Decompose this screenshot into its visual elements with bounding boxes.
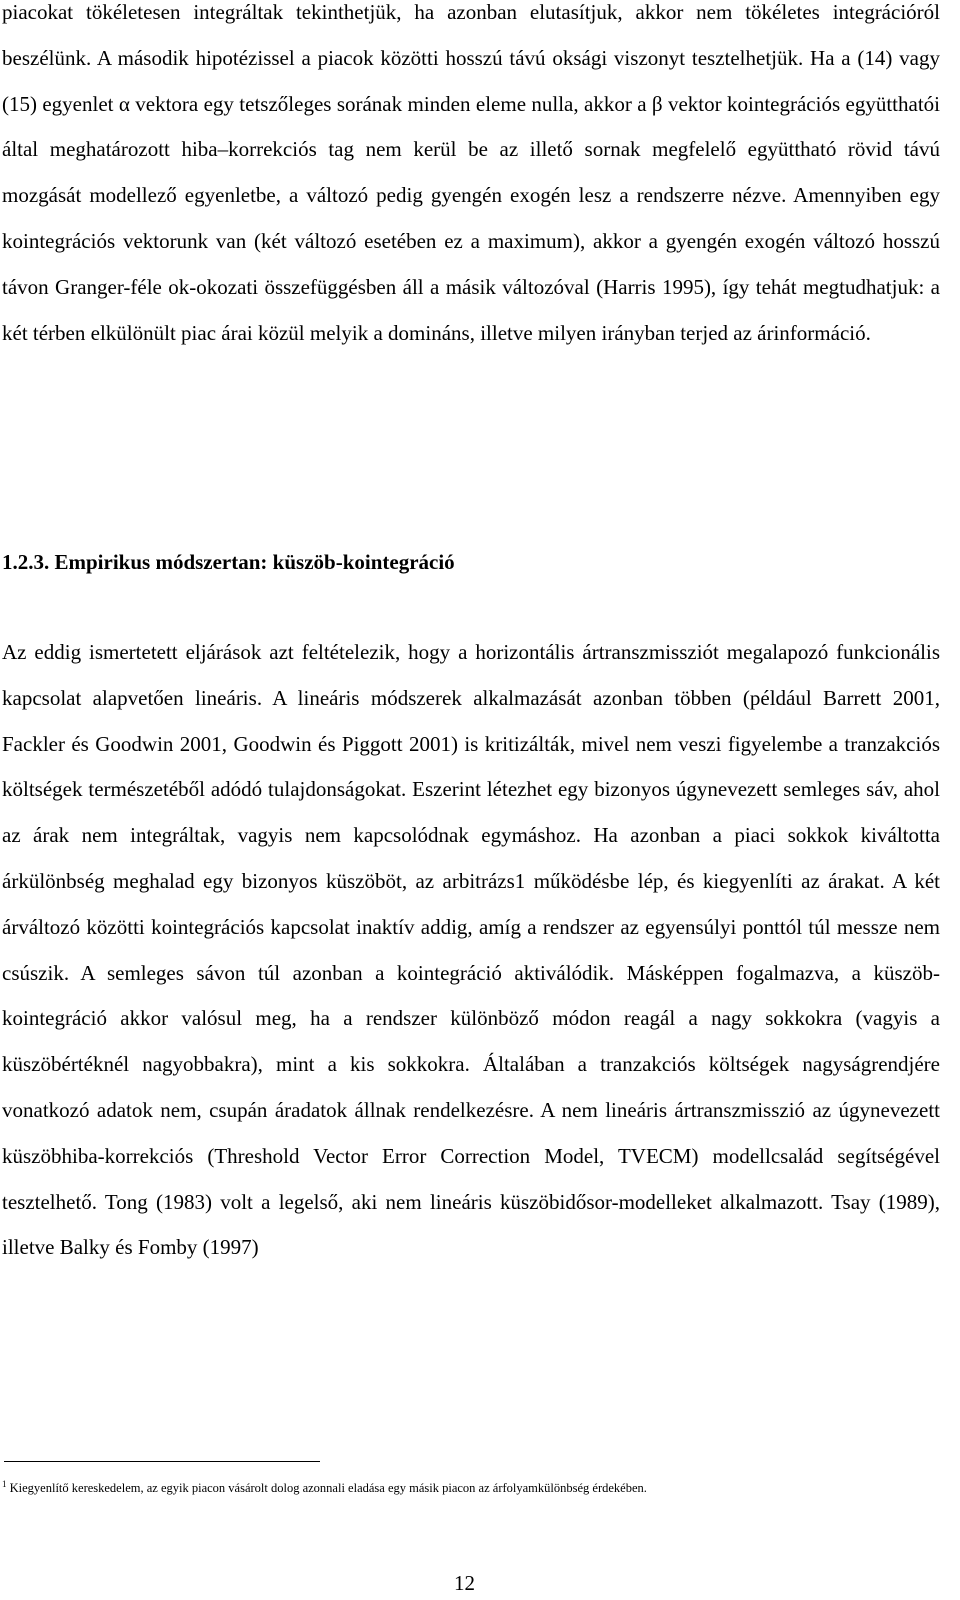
footnote-marker: 1 [2, 1478, 7, 1489]
paragraph-2-text-part-2: működésbe lép, és kiegyenlíti az árakat. A két árváltozó közötti kointegrációs kapcsolat inaktív addig, amíg a rendszer az egyensúlyi ponttól túl messze nem csúszik. A semleges sávon túl azonban a kointegráció aktiválódik. Másképpen fogalmazva, a küszöb-kointegráció akkor valósul meg, ha a rendszer különböző módon reagál a nagy sokkokra (vagyis a küszöbértéknél nagyobbakra), mint a kis sokkokra. Általában a tranzakciós költségek nagyságrendjére vonatkozó adatok nem, csupán áradatok állnak rendelkezésre. A nem lineáris ártranszmisszió az úgynevezett küszöbhiba-korrekciós (Threshold Vector Error Correction Model, TVECM) modellcsalád segítségével tesztelhető. Tong (1983) volt a legelső, aki nem lineáris küszöbidősor-modelleket alkalmazott. Tsay (1989), illetve Balky és Fomby (1997) [2, 868, 940, 1260]
paragraph [2, 630, 940, 1271]
paragraph-2-text-part-1: Az eddig ismertetett eljárások azt feltételezik, hogy a horizontális ártranszmissziót megalapozó funkcionális kapcsolat alapvetően lineáris. A lineáris módszerek alkalmazását azonban többen (például Barrett 2001, Fackler és Goodwin 2001, Goodwin és Piggott 2001) is kritizálták, mivel nem veszi figyelembe a tranzakciós költségek természetéből adódó tulajdonságokat. Eszerint létezhet egy bizonyos úgynevezett semleges sáv, ahol az árak nem integráltak, vagyis nem kapcsolódnak egymáshoz. Ha azonban a piaci sokkok kiváltotta árkülönbség meghalad egy bizonyos küszöböt, az arbitrázs [2, 640, 940, 893]
page-number: 12 [454, 1571, 475, 1595]
footnote-divider [4, 1461, 320, 1462]
paragraph [2, 0, 940, 356]
paragraph-1-text: piacokat tökéletesen integráltak tekinthetjük, ha azonban elutasítjuk, akkor nem tökéletes integrációról beszélünk. A második hipotézissel a piacok közötti hosszú távú oksági viszonyt tesztelhetjük. Ha a (14) vagy (15) egyenlet α vektora egy tetszőleges sorának minden eleme nulla, akkor a β vektor kointegrációs együtthatói által meghatározott hiba–korrekciós tag nem kerül be az illető sornak megfelelő együttható rövid távú mozgását modellező egyenletbe, a változó pedig gyengén exogén lesz a rendszerre nézve. Amennyiben egy kointegrációs vektorunk van (két változó esetében ez a maximum), akkor a gyengén exogén változó hosszú távon Granger-féle ok-okozati összefüggésben áll a másik változóval (Harris 1995), így tehát megtudhatjuk: a két térben elkülönült piac árai közül melyik a domináns, illetve milyen irányban terjed az árinformáció. [2, 0, 940, 345]
footnote [2, 1478, 940, 1498]
section-heading: 1.2.3. Empirikus módszertan: küszöb-kointegráció [2, 550, 455, 574]
footnote-text: Kiegyenlítő kereskedelem, az egyik piacon vásárolt dolog azonnali eladása egy másik piacon az árfolyamkülönbség érdekében. [6, 1481, 647, 1495]
footnote-reference: 1 [514, 868, 526, 893]
